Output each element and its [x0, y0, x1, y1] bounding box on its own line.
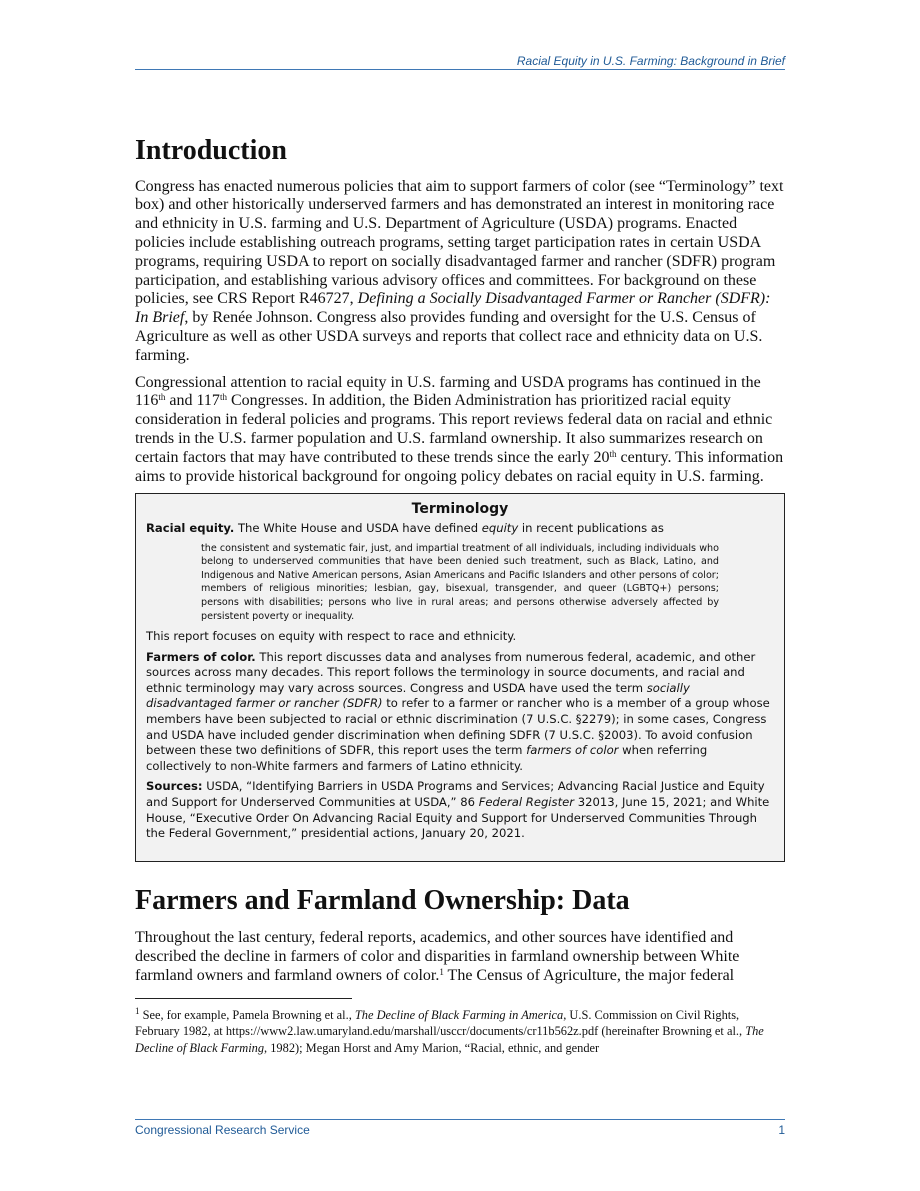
- footnote-reference-1[interactable]: 1: [439, 967, 444, 977]
- introduction-heading: Introduction: [135, 135, 287, 166]
- farmland-ownership-paragraph: Throughout the last century, federal reports, academics, and other sources have identified and described the decline in farmers of color and disparities in farmland ownership between White farmland owners and farmland owners of color.$^1$ The Census of Agriculture, the major federal: [135, 929, 740, 984]
- introduction-paragraph-1: Congress has enacted numerous policies that aim to support farmers of color (see “Terminology” text box) and other historically underserved farmers and has demonstrated an interest in monitoring race and ethnicity in U.S. farming and U.S. Department of Agriculture (USDA) programs. Enacted policies include establishing outreach programs, setting target participation rates in certain USDA programs, requiring USDA to report on socially disadvantaged farmer and rancher (SDFR) program participation, and establishing various advisory offices and committees. For background on these policies, see CRS Report R46727, Defining a Socially Disadvantaged Farmer or Rancher (SDFR): In Brief, by Renée Johnson. Congress also provides funding and oversight for the U.S. Census of Agriculture as well as other USDA surveys and reports that collect race and ethnicity data on U.S. farming.: [135, 177, 784, 364]
- terminology-sources: Sources: USDA, “Identifying Barriers in USDA Programs and Services; Advancing Racial Justice and Equity and Support for Underserved Communities at USDA,” 86 Federal Register 32013, June 15, 2021; and White House, “Executive Order On Advancing Racial Equity and Support for Underserved Communities Through the Federal Government,” presidential actions, January 20, 2021.: [146, 779, 770, 841]
- terminology-box: [135, 493, 785, 861]
- crs-report-title: Defining a Socially Disadvantaged Farmer or Rancher (SDFR): In Brief: [135, 290, 771, 327]
- page-content: [135, 130, 785, 1056]
- footnote-separator: [135, 998, 352, 999]
- equity-focus-note: This report focuses on equity with respect to race and ethnicity.: [146, 629, 517, 644]
- page-number: 1: [778, 1123, 785, 1137]
- running-header-title: Racial Equity in U.S. Farming: Background in Brief: [516, 54, 785, 68]
- farmland-ownership-heading: Farmers and Farmland Ownership: Data: [135, 884, 630, 916]
- header-rule: [135, 69, 785, 70]
- terminology-box-title: Terminology: [411, 501, 509, 518]
- footnote-1: $^1$ See, for example, Pamela Browning et al., The Decline of Black Farming in America, U.S. Commission on Civil Rights, February 1982, at https://www2.law.umaryland.edu/marshall/usccr/documents/cr11b562z.pdf (hereinafter Browning et al., The Decline of Black Farming, 1982); Megan Horst and Amy Marion, “Racial, ethnic, and gender: [135, 1005, 764, 1055]
- racial-equity-definition: Racial equity. The White House and USDA have defined equity in recent publications as: [146, 520, 664, 535]
- footer-publisher: Congressional Research Service: [135, 1123, 310, 1137]
- introduction-paragraph-2: Congressional attention to racial equity in U.S. farming and USDA programs has continued in the 116th and 117th Congresses. In addition, the Biden Administration has prioritized racial equity consideration in federal policies and programs. This report reviews federal data on racial and ethnic trends in the U.S. farmer population and U.S. farmland ownership. It also summarizes research on certain factors that may have contributed to these trends since the early 20th century. This information aims to provide historical background for ongoing policy debates on racial equity in U.S. farming.: [135, 373, 784, 485]
- farmers-of-color-definition: Farmers of color. This report discusses data and analyses from numerous federal, academic, and other sources across many decades. This report follows the terminology in source documents, and racial and ethnic terminology may vary across sources. Congress and USDA have used the term socially disadvantaged farmer or rancher (SDFR) to refer to a farmer or rancher who is a member of a group whose members have been subjected to racial or ethnic discrimination (7 U.S.C. §2279); in some cases, Congress and USDA have included gender discrimination when defining SDFR (7 U.S.C. §2003). To avoid confusion between these two definitions of SDFR, this report uses the term farmers of color when referring collectively to non-White farmers and farmers of Latino ethnicity.: [146, 649, 770, 773]
- footer-rule: [135, 1119, 785, 1120]
- equity-definition-quote: the consistent and systematic fair, just, and impartial treatment of all individuals, including individuals who belong to underserved communities that have been denied such treatment, such as Black, Latino, and Indigenous and Native American persons, Asian Americans and Pacific Islanders and other persons of color; members of religious minorities; lesbian, gay, bisexual, transgender, and queer (LGBTQ+) persons; persons with disabilities; persons who live in rural areas; and persons otherwise adversely affected by persistent poverty or inequality.: [201, 542, 719, 622]
